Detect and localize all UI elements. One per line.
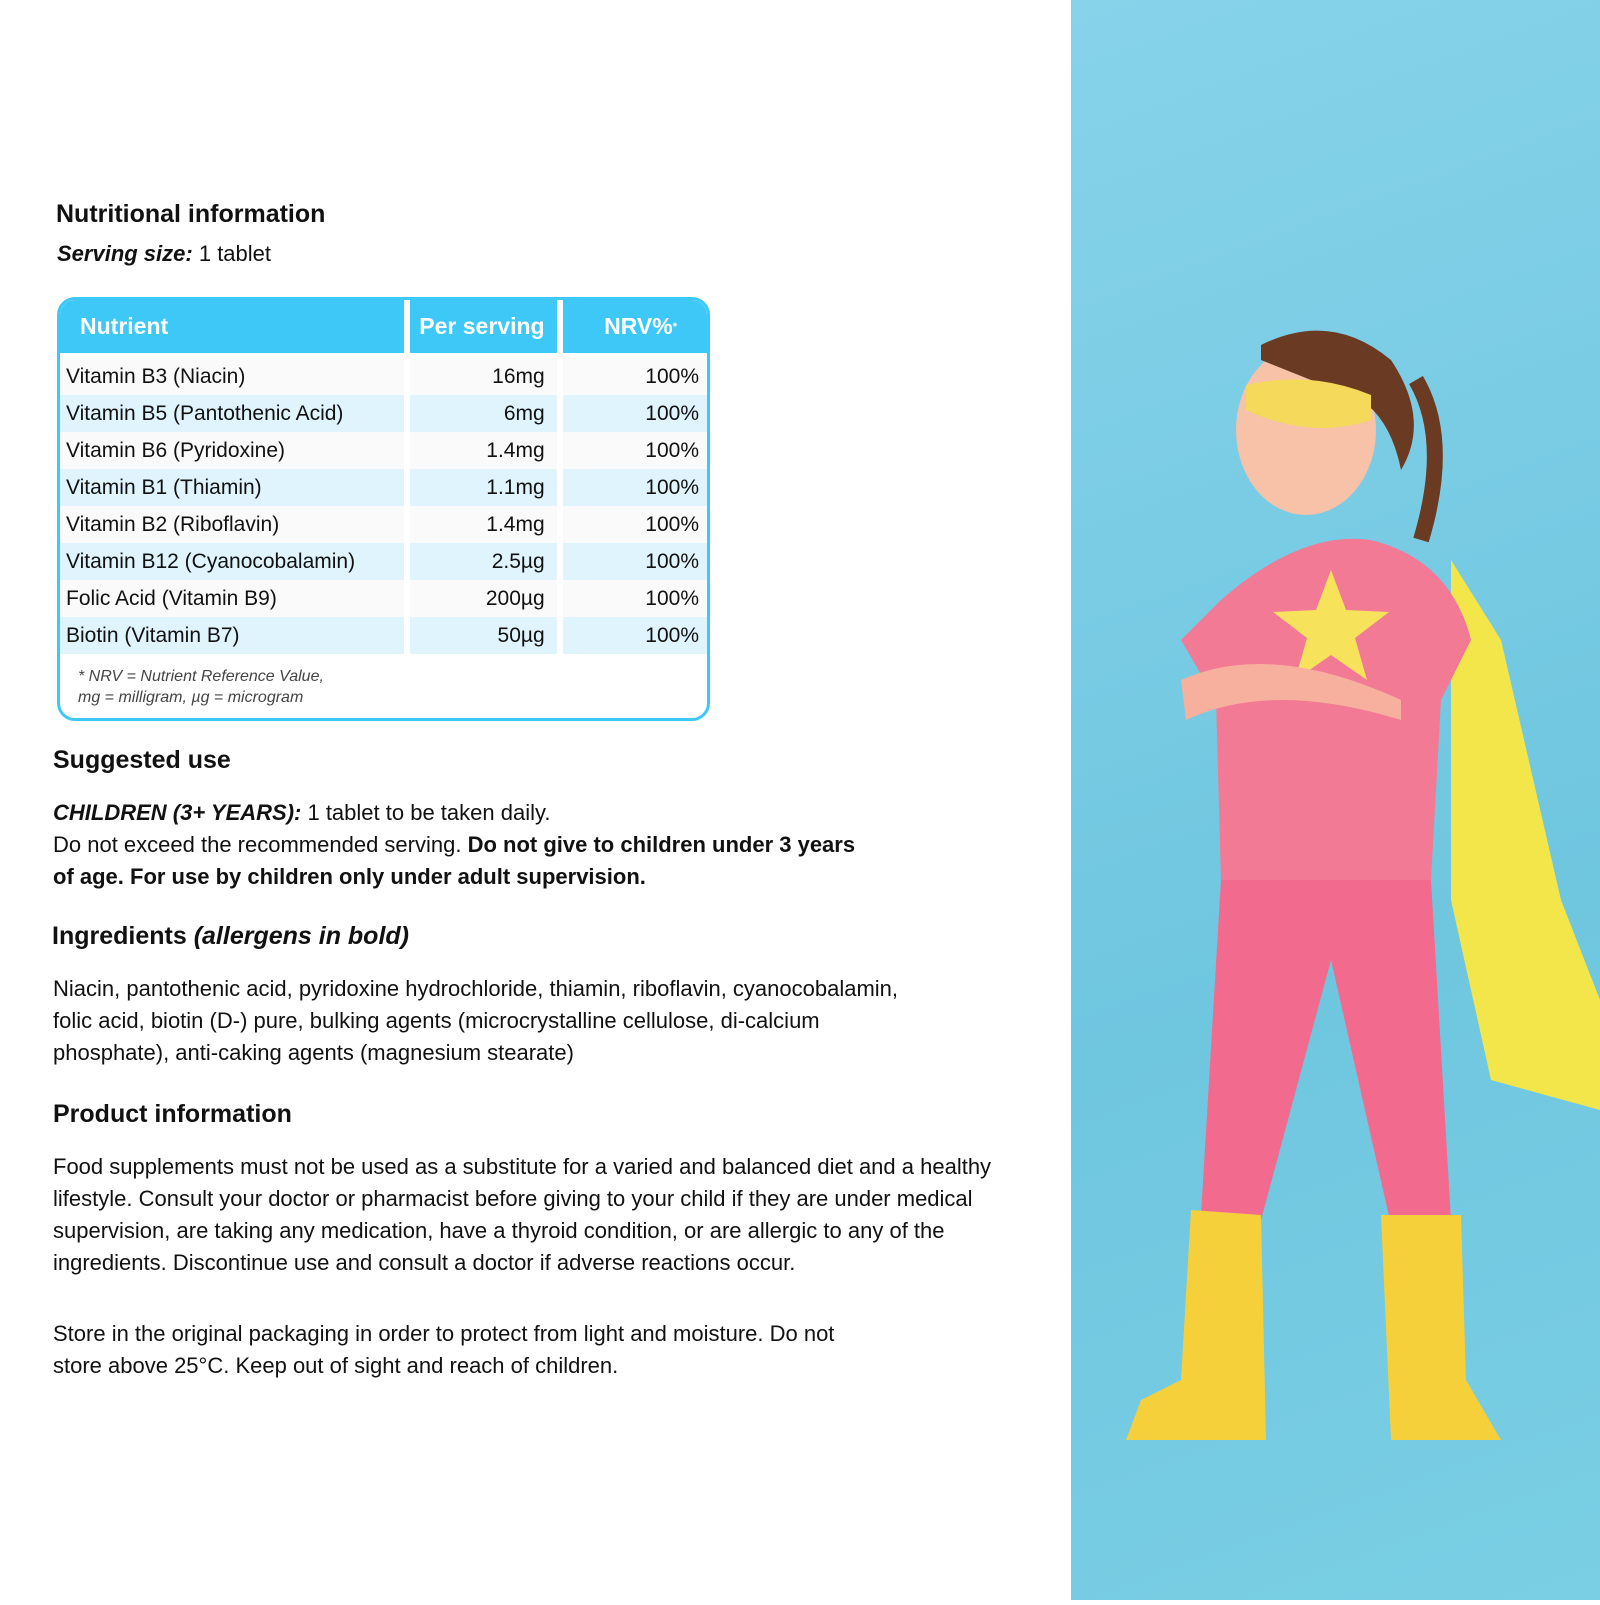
children-label: CHILDREN (3+ YEARS):	[53, 800, 302, 825]
serving-warning: Do not exceed the recommended serving.	[53, 832, 468, 857]
nrv-value: 100%	[563, 617, 707, 654]
nrv-value: 100%	[563, 358, 707, 395]
ingredients-label: Ingredients	[52, 922, 187, 950]
nrv-value: 100%	[563, 432, 707, 469]
age-warning: Do not give to children under 3 years of age. For use by children only under adult supervision.	[53, 832, 856, 889]
footnote-line: mg = milligram, µg = microgram	[78, 689, 304, 706]
child-illustration	[1071, 0, 1600, 1600]
table-row	[60, 580, 707, 617]
header-nrv	[563, 300, 707, 353]
ingredients-note: (allergens in bold)	[193, 922, 409, 950]
cape	[1451, 560, 1600, 1110]
header-nrv-mark: *	[672, 320, 677, 333]
footnote-line: * NRV = Nutrient Reference Value,	[78, 668, 324, 685]
header-nrv-label: NRV%	[604, 313, 673, 339]
per-serving-value: 6mg	[410, 395, 556, 432]
header-nutrient: Nutrient	[60, 300, 404, 353]
nrv-value: 100%	[563, 395, 707, 432]
right-boot	[1381, 1215, 1501, 1440]
children-text: 1 tablet to be taken daily.	[301, 800, 551, 825]
table-footnote	[60, 654, 707, 708]
product-title: Product information	[53, 1100, 292, 1128]
nrv-value: 100%	[563, 543, 707, 580]
suggested-title: Suggested use	[53, 746, 231, 774]
header-per-serving: Per serving	[410, 300, 556, 353]
table-body	[60, 358, 707, 654]
nutrient-name: Vitamin B1 (Thiamin)	[60, 469, 404, 506]
nutrient-name: Vitamin B3 (Niacin)	[60, 358, 404, 395]
nutrient-name: Vitamin B2 (Riboflavin)	[60, 506, 404, 543]
left-boot	[1126, 1210, 1266, 1440]
table-row	[60, 358, 707, 395]
per-serving-value: 16mg	[410, 358, 556, 395]
nrv-value: 100%	[563, 469, 707, 506]
nrv-value: 100%	[563, 506, 707, 543]
nutrition-table	[57, 297, 710, 721]
child-superhero-photo	[1071, 0, 1600, 1600]
ingredients-title	[52, 922, 409, 951]
ponytail	[1416, 380, 1435, 540]
per-serving-value: 200µg	[410, 580, 556, 617]
table-header	[60, 300, 707, 353]
per-serving-value: 50µg	[410, 617, 556, 654]
product-paragraph-2: Store in the original packaging in order to protect from light and moisture. Do not store above 25°C. Keep out of sight and reach of children.	[53, 1321, 835, 1378]
table-row	[60, 506, 707, 543]
nutrition-title: Nutritional information	[56, 200, 326, 228]
per-serving-value: 1.4mg	[410, 506, 556, 543]
product-paragraph-1: Food supplements must not be used as a substitute for a varied and balanced diet and a healthy lifestyle. Consult your doctor or pharmacist before giving to your child if they are under medical supervision, are taking any medication, have a thyroid condition, or are allergic to any of the ingredients. Discontinue use and consult a doctor if adverse reactions occur.	[53, 1154, 992, 1275]
leggings	[1201, 880, 1451, 1225]
nrv-value: 100%	[563, 580, 707, 617]
nutrient-name: Vitamin B5 (Pantothenic Acid)	[60, 395, 404, 432]
per-serving-value: 1.4mg	[410, 432, 556, 469]
nutrient-name: Biotin (Vitamin B7)	[60, 617, 404, 654]
serving-value: 1 tablet	[198, 241, 272, 266]
nutrient-name: Vitamin B6 (Pyridoxine)	[60, 432, 404, 469]
table-row	[60, 469, 707, 506]
table-row	[60, 617, 707, 654]
table-row	[60, 543, 707, 580]
ingredients-text: Niacin, pantothenic acid, pyridoxine hydrochloride, thiamin, riboflavin, cyanocobalamin, folic acid, biotin (D-) pure, bulking agents (microcrystalline cellulose, di-calcium phosphate), anti-caking agents (magnesium stearate)	[53, 976, 899, 1065]
table-row	[60, 432, 707, 469]
serving-size	[57, 238, 271, 270]
per-serving-value: 2.5µg	[410, 543, 556, 580]
serving-label: Serving size:	[57, 241, 193, 266]
nutrient-name: Vitamin B12 (Cyanocobalamin)	[60, 543, 404, 580]
nutrient-name: Folic Acid (Vitamin B9)	[60, 580, 404, 617]
table-row	[60, 395, 707, 432]
suggested-text	[53, 797, 873, 893]
per-serving-value: 1.1mg	[410, 469, 556, 506]
